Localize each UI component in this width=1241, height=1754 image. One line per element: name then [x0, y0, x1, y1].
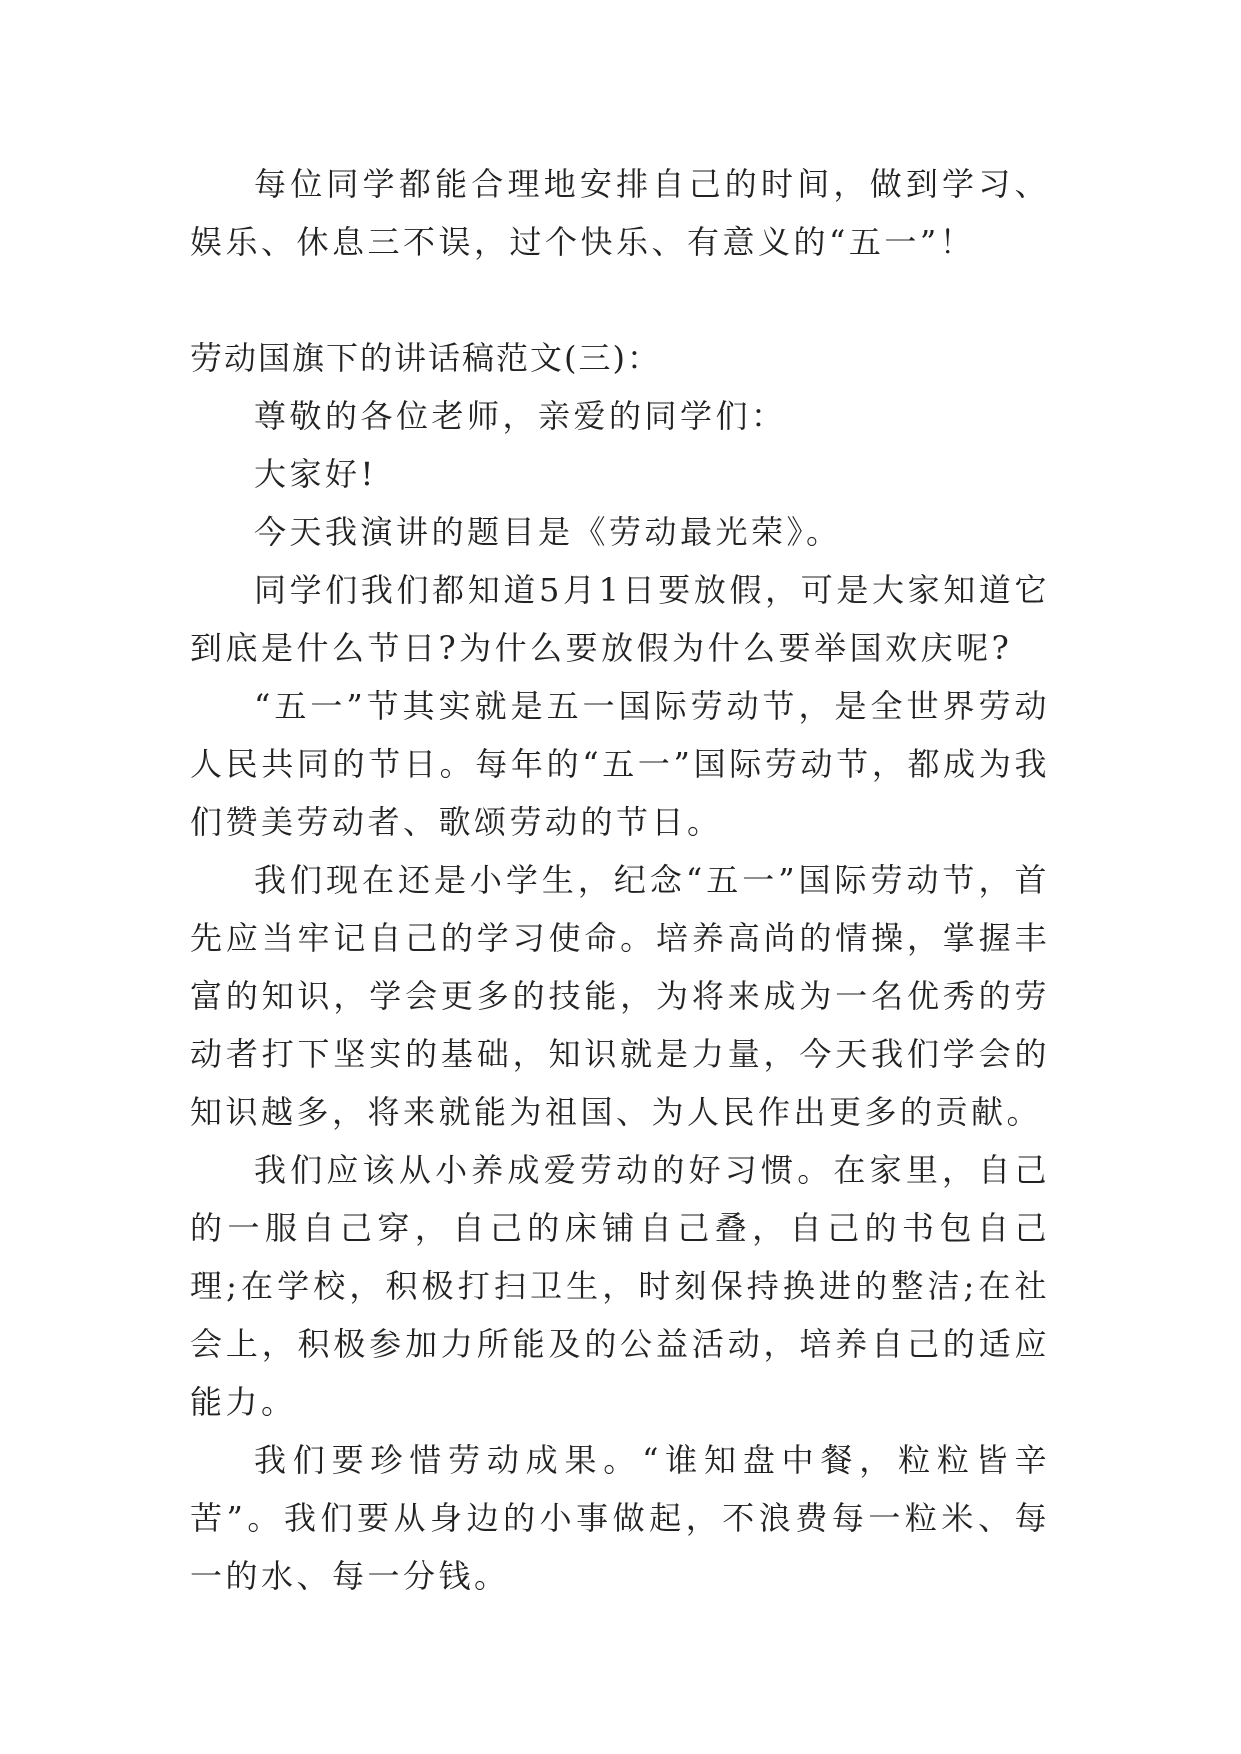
hello-paragraph: 大家好! — [254, 455, 377, 493]
body-paragraph: 我们应该从小养成爱劳动的好习惯。在家里，自己的一服自己穿，自己的床铺自己叠，自己的书包自己理;在学校，积极打扫卫生，时刻保持换进的整洁;在社会上，积极参加力所能及的公益活动，培养自己的适应能力。 — [190, 1151, 1050, 1421]
body-paragraph: 同学们我们都知道5月1日要放假，可是大家知道它到底是什么节日?为什么要放假为什么要举国欢庆呢? — [190, 571, 1050, 667]
body-paragraph: “五一”节其实就是五一国际劳动节，是全世界劳动人民共同的节日。每年的“五一”国际劳动节，都成为我们赞美劳动者、歌颂劳动的节日。 — [190, 687, 1050, 841]
paragraph-gap — [190, 271, 1050, 329]
document-body — [190, 155, 1050, 1605]
continued-paragraph: 每位同学都能合理地安排自己的时间，做到学习、娱乐、休息三不误，过个快乐、有意义的“五一”！ — [190, 165, 1050, 261]
body-paragraph: 我们现在还是小学生，纪念“五一”国际劳动节，首先应当牢记自己的学习使命。培养高尚的情操，掌握丰富的知识，学会更多的技能，为将来成为一名优秀的劳动者打下坚实的基础，知识就是力量，今天我们学会的知识越多，将来就能为祖国、为人民作出更多的贡献。 — [190, 861, 1050, 1131]
greeting-paragraph: 尊敬的各位老师，亲爱的同学们： — [254, 397, 787, 435]
topic-paragraph: 今天我演讲的题目是《劳动最光荣》。 — [254, 513, 842, 551]
section-title: 劳动国旗下的讲话稿范文(三)： — [190, 339, 661, 377]
body-paragraph: 我们要珍惜劳动成果。“谁知盘中餐，粒粒皆辛苦”。我们要从身边的小事做起，不浪费每一粒米、每一的水、每一分钱。 — [190, 1441, 1050, 1595]
